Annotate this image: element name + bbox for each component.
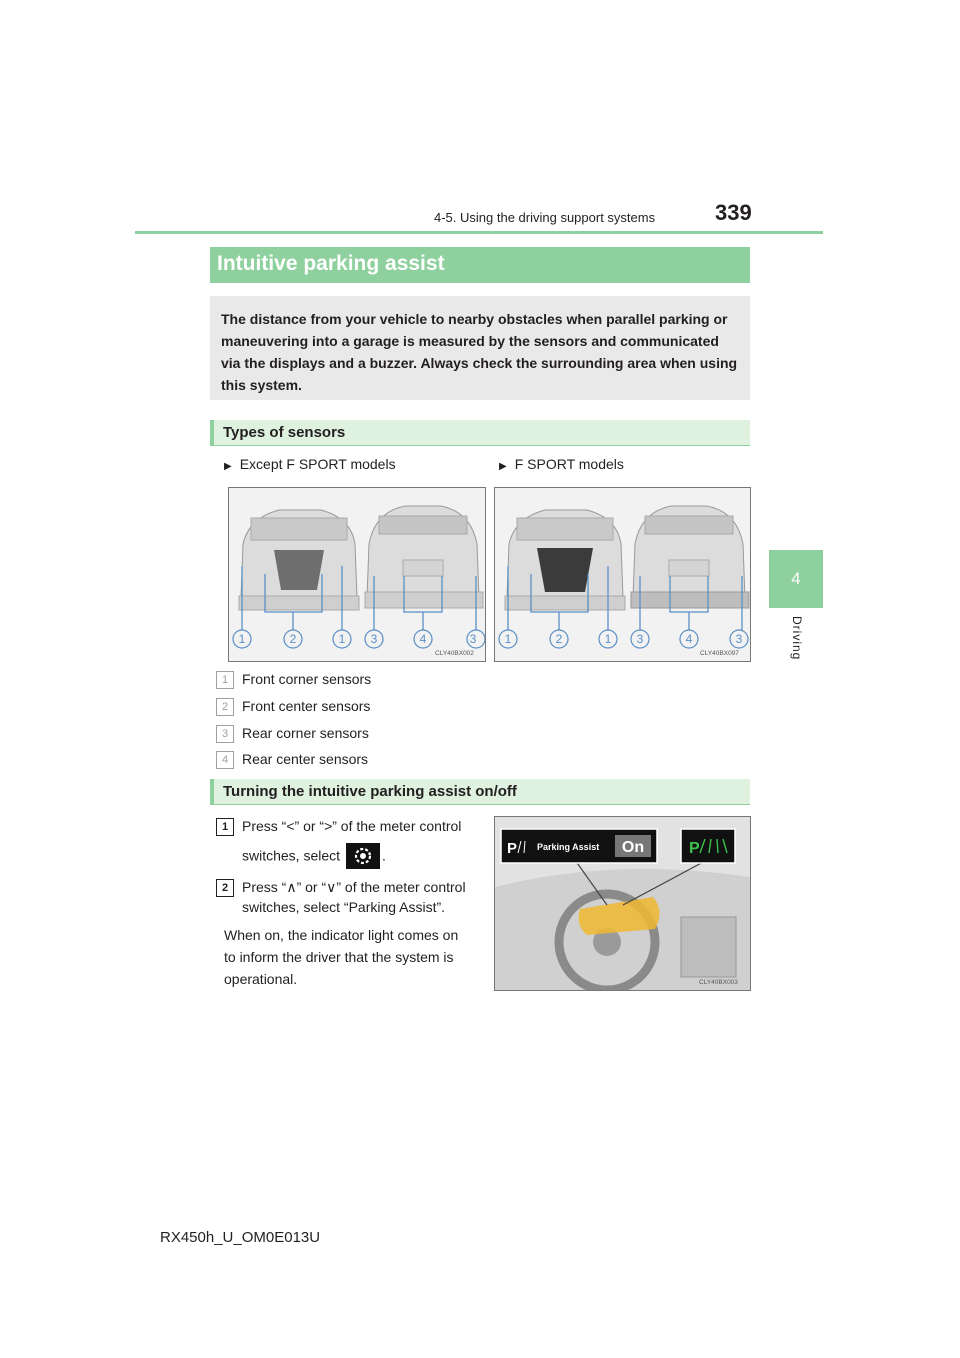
step1-line2 (242, 844, 386, 870)
step-number: 2 (216, 879, 234, 897)
sensor-figure-standard (228, 487, 486, 662)
section-title: Intuitive parking assist (217, 252, 445, 275)
onoff-note (224, 924, 482, 990)
display-value: On (621, 839, 645, 856)
legend-number: 2 (216, 698, 234, 716)
step1-line1: Press “<” or “>” of the meter control (242, 818, 462, 834)
types-of-sensors-heading (210, 420, 750, 446)
model-label-text: F SPORT models (514, 456, 624, 472)
figure-code: CLY40BX002 (435, 650, 474, 657)
callout-3: 3 (636, 632, 644, 646)
model-label-fsport (499, 456, 624, 472)
callout-3: 3 (735, 632, 743, 646)
chapter-number: 4 (791, 569, 801, 588)
step2-line1: Press “∧” or “∨” of the meter control (242, 879, 466, 895)
step1-text: switches, select (242, 847, 341, 864)
onoff-heading-text: Turning the intuitive parking assist on/off (223, 783, 517, 800)
note-line: operational. (224, 971, 298, 987)
callout-3: 3 (370, 632, 378, 646)
figure-code: CLY40BX097 (700, 650, 739, 657)
callout-1: 1 (504, 632, 512, 646)
step1-end: . (381, 847, 386, 864)
onoff-heading (210, 779, 750, 805)
header-divider (135, 231, 823, 234)
car-front-rear-illustration (229, 488, 485, 661)
cockpit-illustration (495, 817, 750, 990)
callout-4: 4 (419, 632, 427, 646)
callout-1: 1 (238, 632, 246, 646)
callout-2: 2 (289, 632, 297, 646)
cockpit-figure (494, 816, 751, 991)
callout-3: 3 (469, 632, 477, 646)
chapter-label: Driving (790, 616, 804, 661)
legend-label: Front center sensors (242, 698, 371, 714)
step-number: 1 (216, 818, 234, 836)
parking-assist-glyph-icon: P (507, 840, 518, 857)
model-label-text: Except F SPORT models (239, 456, 396, 472)
callout-1: 1 (604, 632, 612, 646)
legend-number: 4 (216, 751, 234, 769)
intro-text: The distance from your vehicle to nearby obstacles when parallel parking or maneuvering into a garage is measured by the sensors and communicated via the displays and a buzzer. Always check the surrounding area when using this system. (221, 311, 738, 393)
section-title-bar (210, 247, 750, 283)
legend-label: Rear corner sensors (242, 725, 369, 741)
header-section-title: 4-5. Using the driving support systems (434, 210, 656, 225)
triangle-bullet-icon: ▶ (224, 461, 232, 472)
legend-number: 1 (216, 671, 234, 689)
legend-label: Rear center sensors (242, 751, 369, 767)
callout-1: 1 (338, 632, 346, 646)
note-line: to inform the driver that the system is (224, 949, 454, 965)
legend-number: 3 (216, 725, 234, 743)
step2-line2: switches, select “Parking Assist”. (242, 899, 446, 915)
intro-box (210, 296, 750, 400)
figure-code: CLY40BX003 (699, 979, 738, 986)
page-number: 339 (715, 200, 752, 225)
sensor-figure-fsport (494, 487, 751, 662)
callout-4: 4 (685, 632, 693, 646)
chapter-tab (769, 550, 823, 608)
settings-gear-icon (346, 843, 380, 869)
display-label: Parking Assist (537, 842, 600, 852)
note-line: When on, the indicator light comes on (224, 927, 459, 943)
types-heading-text: Types of sensors (223, 424, 346, 441)
parking-indicator-icon: P (689, 840, 700, 857)
triangle-bullet-icon: ▶ (499, 461, 507, 472)
car-front-rear-illustration (495, 488, 750, 661)
legend-label: Front corner sensors (242, 671, 372, 687)
callout-2: 2 (555, 632, 563, 646)
model-label-standard (224, 456, 396, 472)
footer-code: RX450h_U_OM0E013U (160, 1229, 321, 1246)
